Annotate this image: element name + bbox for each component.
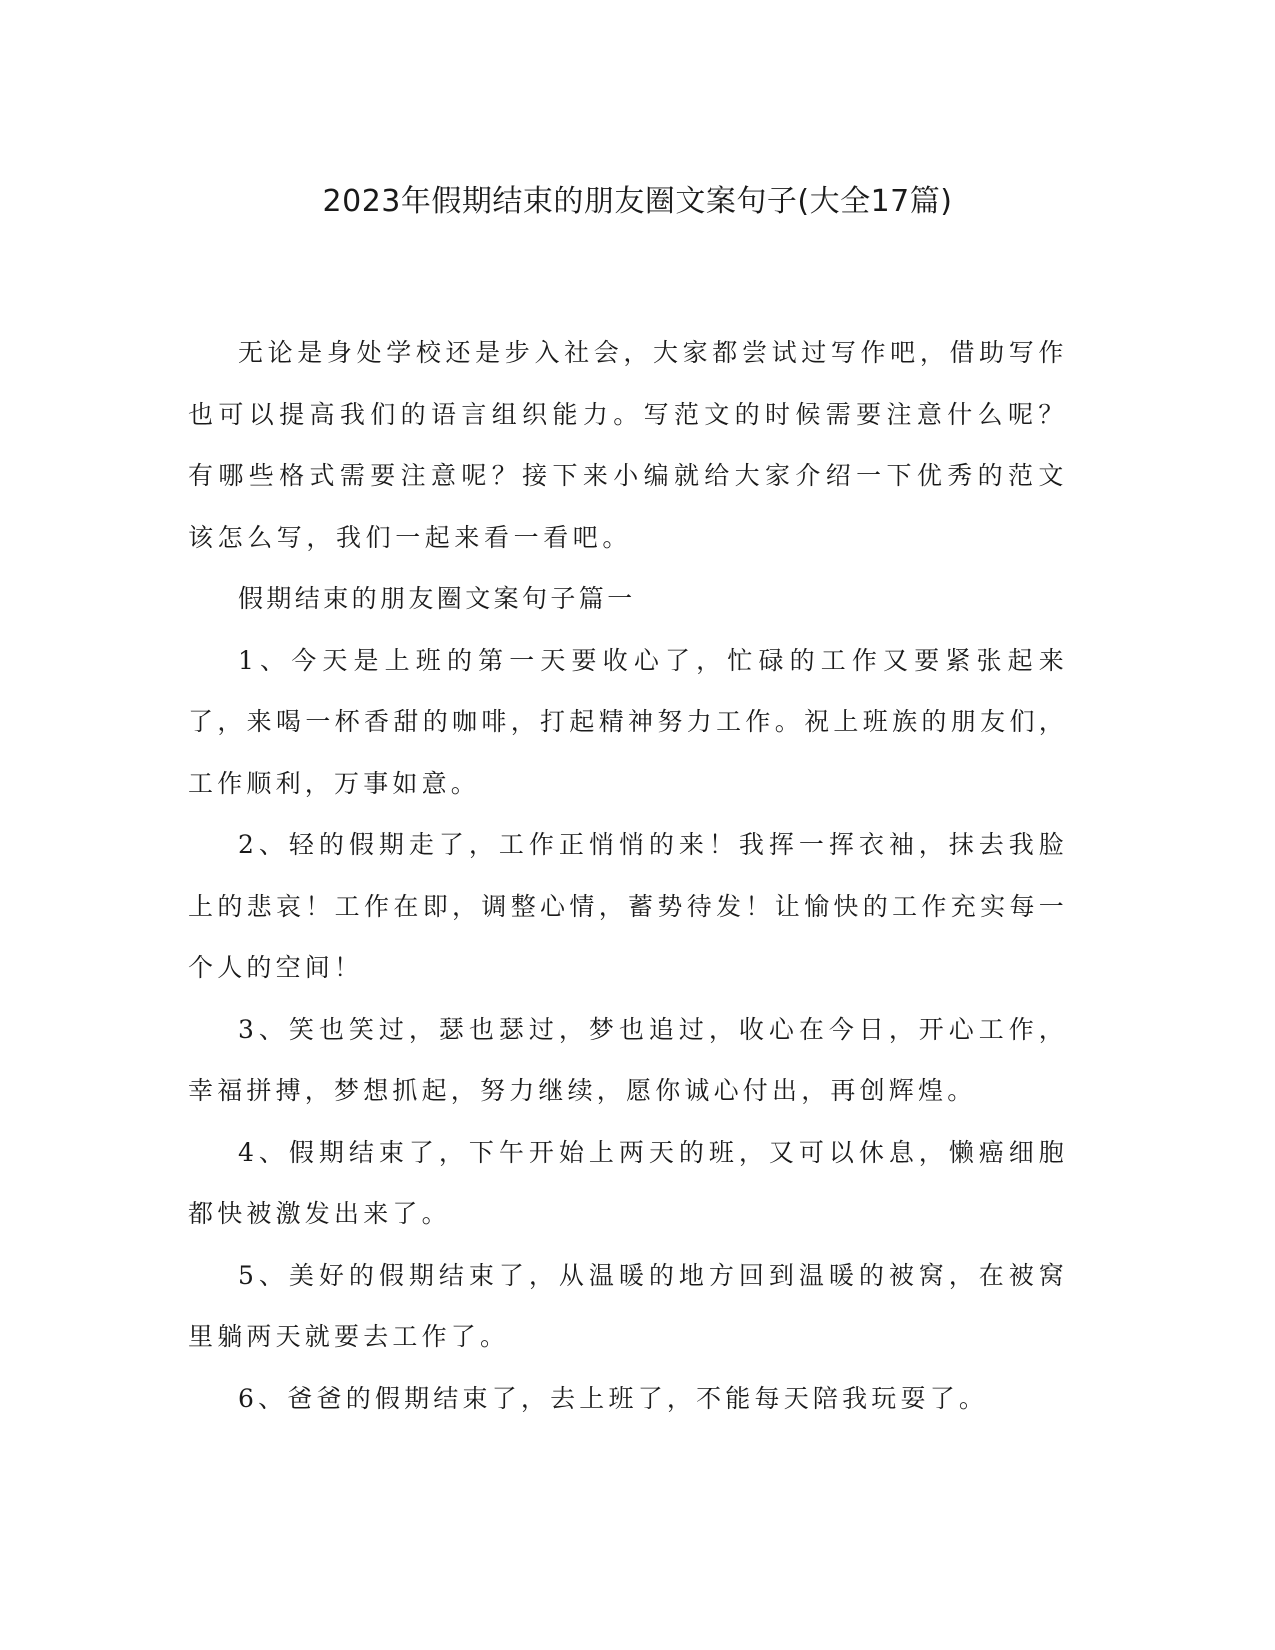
intro-paragraph: 无论是身处学校还是步入社会，大家都尝试过写作吧，借助写作也可以提高我们的语言组织能力。写范文的时候需要注意什么呢？有哪些格式需要注意呢？接下来小编就给大家介绍一下优秀的范文该怎么写，我们一起来看一看吧。	[188, 338, 1068, 552]
list-item: 3、笑也笑过，瑟也瑟过，梦也追过，收心在今日，开心工作，幸福拼搏，梦想抓起，努力继续，愿你诚心付出，再创辉煌。	[188, 1014, 1068, 1105]
list-item: 4、假期结束了，下午开始上两天的班，又可以休息，懒癌细胞都快被激发出来了。	[188, 1137, 1068, 1228]
document-body	[188, 322, 1068, 1429]
section-heading: 假期结束的朋友圈文案句子篇一	[238, 584, 636, 613]
document-title: 2023年假期结束的朋友圈文案句子(大全17篇)	[322, 184, 953, 219]
list-item: 5、美好的假期结束了，从温暖的地方回到温暖的被窝，在被窝里躺两天就要去工作了。	[188, 1260, 1068, 1351]
list-item: 2、轻的假期走了，工作正悄悄的来！我挥一挥衣袖，抹去我脸上的悲哀！工作在即，调整心情，蓄势待发！让愉快的工作充实每一个人的空间！	[188, 830, 1068, 982]
list-item: 1、今天是上班的第一天要收心了，忙碌的工作又要紧张起来了，来喝一杯香甜的咖啡，打起精神努力工作。祝上班族的朋友们，工作顺利，万事如意。	[188, 645, 1068, 798]
list-item: 6、爸爸的假期结束了，去上班了，不能每天陪我玩耍了。	[238, 1383, 989, 1413]
